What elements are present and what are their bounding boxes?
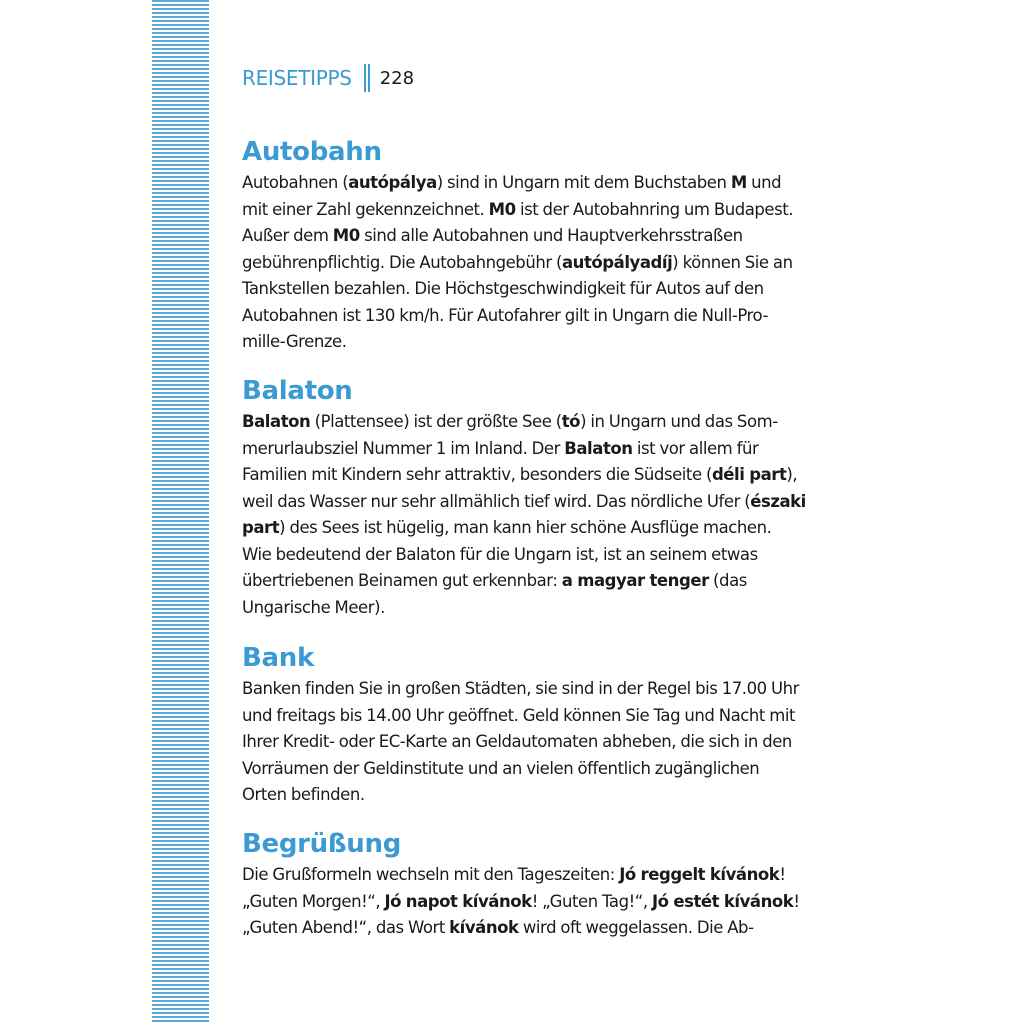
text-run: merurlaubsziel Nummer 1 im Inland. Der	[242, 438, 565, 458]
text-run: „Guten Morgen!“,	[242, 891, 385, 911]
text-run: ) in Ungarn und das Som-	[580, 412, 778, 431]
text-run: Autobahnen ist 130 km/h. Für Autofahrer gilt in Ungarn die Null-Pro-	[242, 305, 768, 325]
text-run: Tankstellen bezahlen. Die Höchstgeschwindigkeit für Autos auf den	[242, 279, 764, 298]
body-line	[242, 409, 812, 436]
body-line	[242, 568, 812, 595]
body-line	[242, 197, 812, 224]
text-run: Außer dem	[242, 226, 333, 245]
text-run: ),	[786, 465, 798, 484]
body-line	[242, 915, 812, 942]
bold-term: északi	[750, 491, 806, 511]
entry-balaton	[242, 373, 812, 621]
bold-term: Balaton	[564, 438, 633, 458]
text-run: (Plattensee) ist der größte See (	[310, 412, 562, 431]
entry-autobahn	[242, 134, 812, 356]
bold-term: déli part	[711, 465, 787, 484]
decorative-stripe-bar	[152, 0, 209, 1024]
text-run: ist der Autobahnring um Budapest.	[515, 199, 794, 219]
text-run: weil das Wasser nur sehr allmählich tief wird. Das nördliche Ufer (	[242, 491, 751, 511]
header-divider	[364, 64, 370, 92]
body-line	[242, 595, 812, 622]
bold-term: kívánok	[449, 918, 519, 937]
entry-title: Balaton	[242, 376, 353, 406]
text-run: Orten befinden.	[242, 785, 365, 804]
entry-body	[242, 170, 812, 356]
text-run: Vorräumen der Geldinstitute und an vielen öffentlich zugänglichen	[242, 758, 760, 778]
text-run: wird oft weggelassen. Die Ab-	[518, 918, 754, 937]
text-run: mille-Grenze.	[242, 332, 347, 351]
body-line	[242, 542, 812, 569]
text-run: „Guten Abend!“, das Wort	[242, 918, 450, 937]
section-name: REISETIPPS	[242, 66, 352, 90]
body-line	[242, 515, 812, 542]
text-run: Autobahnen (	[242, 173, 349, 192]
entry-begruessung	[242, 826, 812, 942]
bold-term: autópálya	[348, 173, 437, 192]
bold-term: Balaton	[242, 412, 311, 431]
entry-body	[242, 676, 812, 809]
body-line	[242, 223, 812, 250]
text-run: mit einer Zahl gekennzeichnet.	[242, 199, 489, 219]
body-line	[242, 303, 812, 330]
text-run: Ungarische Meer).	[242, 597, 385, 617]
text-run: Familien mit Kindern sehr attraktiv, besonders die Südseite (	[242, 465, 712, 484]
body-line	[242, 889, 812, 916]
body-line	[242, 276, 812, 303]
body-line	[242, 862, 812, 889]
body-line	[242, 782, 812, 809]
entry-body	[242, 862, 812, 942]
text-run: ist vor allem für	[632, 438, 759, 458]
entry-title: Begrüßung	[242, 829, 402, 859]
text-run: übertriebenen Beinamen gut erkennbar:	[242, 571, 562, 590]
bold-term: Jó napot kívánok	[384, 891, 532, 911]
body-line	[242, 170, 812, 197]
text-run: ) des Sees ist hügelig, man kann hier schöne Ausflüge machen.	[279, 518, 772, 537]
text-run: und	[746, 173, 782, 192]
bold-term: Jó reggelt kívánok	[619, 865, 780, 884]
entry-bank	[242, 640, 812, 809]
text-run: Wie bedeutend der Balaton für die Ungarn ist, ist an seinem etwas	[242, 544, 758, 564]
bold-term: M0	[332, 226, 360, 245]
body-line	[242, 729, 812, 756]
body-line	[242, 489, 812, 516]
text-run: Ihrer Kredit- oder EC-Karte an Geldautomaten abheben, die sich in den	[242, 732, 792, 751]
text-run: !	[779, 865, 786, 884]
entry-title: Autobahn	[242, 137, 382, 167]
text-run: Banken finden Sie in großen Städten, sie sind in der Regel bis 17.00 Uhr	[242, 679, 799, 698]
text-run: sind alle Autobahnen und Hauptverkehrsstraßen	[359, 226, 743, 245]
text-run: !	[793, 891, 800, 911]
entry-body	[242, 409, 812, 621]
running-header	[242, 62, 414, 94]
body-line	[242, 329, 812, 356]
bold-term: a magyar tenger	[561, 571, 709, 590]
bold-term: autópályadíj	[561, 252, 673, 272]
text-run: ) können Sie an	[672, 252, 793, 272]
body-line	[242, 756, 812, 783]
body-line	[242, 703, 812, 730]
body-line	[242, 436, 812, 463]
bold-term: M0	[488, 199, 516, 219]
text-run: und freitags bis 14.00 Uhr geöffnet. Geld können Sie Tag und Nacht mit	[242, 705, 796, 725]
text-run: Die Grußformeln wechseln mit den Tageszeiten:	[242, 865, 620, 884]
text-run: ! „Guten Tag!“,	[531, 891, 652, 911]
body-line	[242, 462, 812, 489]
page-number: 228	[379, 67, 415, 89]
bold-term: M	[730, 173, 747, 192]
bold-term: Jó estét kívánok	[651, 891, 794, 911]
body-line	[242, 250, 812, 277]
entry-title: Bank	[242, 643, 314, 673]
bold-term: tó	[561, 412, 581, 431]
text-run: ) sind in Ungarn mit dem Buchstaben	[436, 173, 731, 192]
bold-term: part	[242, 518, 280, 537]
body-line	[242, 676, 812, 703]
text-run: (das	[708, 571, 747, 590]
text-run: gebührenpflichtig. Die Autobahngebühr (	[242, 252, 562, 272]
